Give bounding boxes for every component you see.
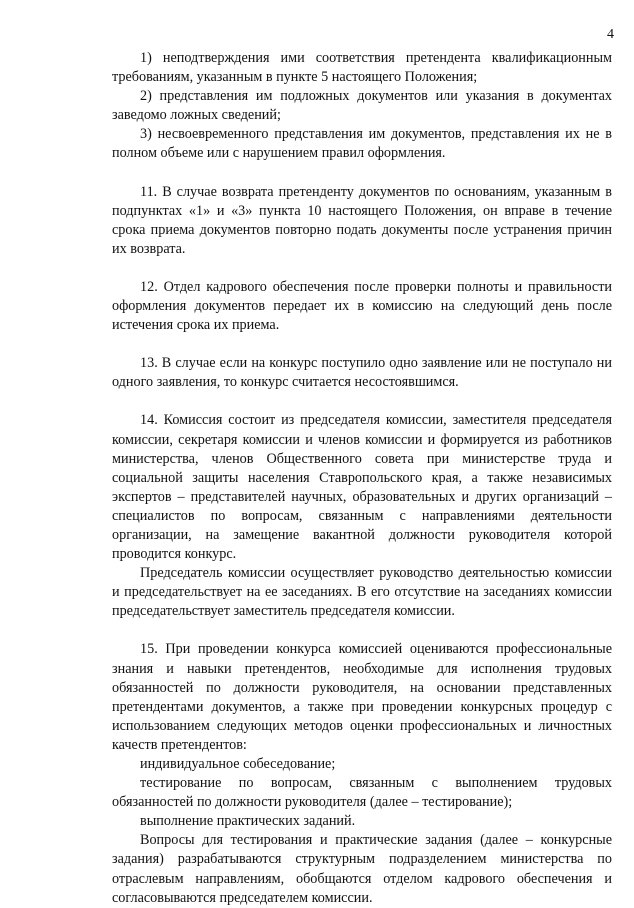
paragraph-method-interview: индивидуальное собеседование;: [140, 756, 336, 772]
paragraph-competition-tasks: Вопросы для тестирования и практические задания (далее – конкурсные задания) разрабатываются структурным подразделением министерства по отраслевым направлениям, обобщаются отделом кадрового обеспечения и согласовываются председателем комиссии.: [112, 832, 612, 906]
paragraph-method-practical: выполнение практических заданий.: [140, 813, 356, 830]
paragraph-clause-11: 11. В случае возврата претенденту документов по основаниям, указанным в подпунктах «1» и «3» пункта 10 настоящего Положения, он вправе в течение срока приема документов повторно подать документы после устранения причин их возврата.: [112, 183, 612, 257]
paragraph-clause-12: 12. Отдел кадрового обеспечения после проверки полноты и правильности оформления документов передает их в комиссию на следующий день после истечения срока их приема.: [112, 278, 612, 334]
page-number: 4: [607, 27, 614, 42]
paragraph-clause-14: 14. Комиссия состоит из председателя комиссии, заместителя председателя комиссии, секретаря комиссии и членов комиссии и формируется из работников министерства, членов Общественного совета при министерстве труда и социальной защиты населения Ставропольского края, а также независимых экспертов – представителей научных, образовательных и других организаций – специалистов по вопросам, связанным с направлениями деятельности организации, на замещение вакантной должности руководителя которой проводится конкурс.: [112, 412, 612, 563]
paragraph-chair-duties: Председатель комиссии осуществляет руководство деятельностью комиссии и председательствует на ее заседаниях. В его отсутствие на заседаниях комиссии председательствует заместитель председателя комиссии.: [112, 565, 612, 620]
paragraph-gap: [112, 392, 612, 411]
paragraph-item-2: 2) представления им подложных документов или указания в документах заведомо ложных сведений;: [112, 88, 612, 124]
paragraph-item-1: 1) неподтверждения ими соответствия претендента квалификационным требованиям, указанным в пункте 5 настоящего Положения;: [112, 50, 612, 86]
paragraph-gap: [112, 621, 612, 640]
paragraph-clause-13: 13. В случае если на конкурс поступило одно заявление или не поступало ни одного заявления, то конкурс считается несостоявшимся.: [112, 355, 612, 391]
paragraph-item-3: 3) несвоевременного представления им документов, представления их не в полном объеме или с нарушением правил оформления.: [112, 126, 612, 162]
paragraph-gap: [112, 335, 612, 354]
paragraph-clause-15: 15. При проведении конкурса комиссией оцениваются профессиональные знания и навыки претендентов, необходимые для исполнения трудовых обязанностей по должности руководителя, на основании представленных претендентами документов, а также при проведении конкурсных процедур с использованием следующих методов оценки профессиональных и личностных качеств претендентов:: [112, 641, 612, 753]
paragraph-gap: [112, 164, 612, 183]
paragraph-method-testing: тестирование по вопросам, связанным с выполнением трудовых обязанностей по должности руководителя (далее – тестирование);: [112, 775, 612, 811]
paragraph-gap: [112, 259, 612, 278]
document-body: [112, 49, 612, 908]
